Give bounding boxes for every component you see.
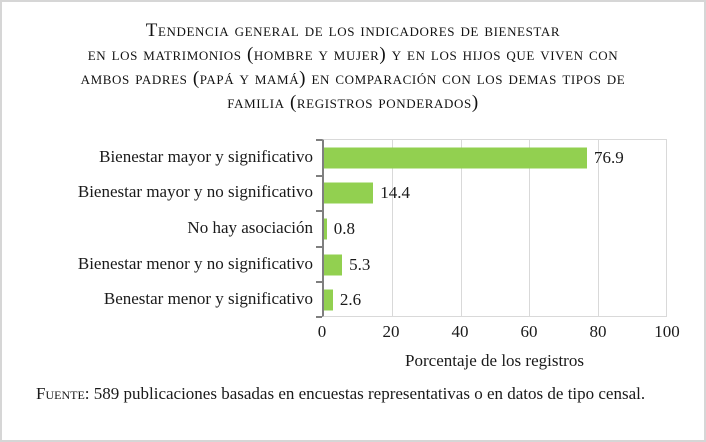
source-label: Fuente: — [36, 384, 90, 403]
chart-title — [2, 19, 704, 115]
bar — [324, 254, 342, 275]
x-axis-tick-label: 60 — [520, 322, 538, 341]
x-axis-title: Porcentaje de los registros — [405, 351, 584, 370]
bar-row — [324, 176, 666, 212]
axis-tick — [316, 281, 322, 283]
source-text: 589 publicaciones basadas en encuestas representativas o en datos de tipo censal. — [93, 384, 646, 403]
bar-row — [324, 140, 666, 176]
category-axis — [2, 139, 322, 317]
value-label: 14.4 — [380, 183, 410, 203]
x-axis-tick-label: 20 — [382, 322, 400, 341]
chart-title-line: ambos padres (papá y mamá) en comparación con los demas tipos de — [80, 68, 626, 89]
category-label: Benestar menor y significativo — [103, 289, 313, 309]
value-label: 76.9 — [593, 147, 624, 167]
x-axis — [317, 322, 680, 344]
category-label: No hay asociación — [187, 217, 313, 237]
bar-row — [324, 282, 666, 318]
chart-title-line: familia (registros ponderados) — [227, 92, 479, 113]
axis-tick — [316, 175, 322, 177]
bar-row — [324, 211, 666, 247]
chart-title-line: en los matrimonios (hombre y mujer) y en los hijos que viven con — [87, 44, 619, 65]
x-axis-tick-label: 0 — [317, 322, 327, 341]
bar — [324, 290, 333, 311]
category-label: Bienestar menor y no significativo — [77, 253, 313, 273]
category-label: Bienestar mayor y no significativo — [77, 182, 313, 202]
x-axis-tick-label: 100 — [654, 322, 680, 341]
value-label: 5.3 — [349, 254, 371, 274]
bar — [324, 183, 373, 204]
value-label: 0.8 — [333, 218, 355, 238]
x-axis-tick-label: 80 — [589, 322, 607, 341]
bar-chart — [2, 139, 704, 317]
x-axis-tick-label: 40 — [451, 322, 469, 341]
axis-tick — [316, 246, 322, 248]
bar — [324, 218, 327, 239]
source-note — [2, 384, 652, 404]
bar-row — [324, 247, 666, 283]
plot-area — [322, 139, 667, 317]
category-label: Bienestar mayor y significativo — [99, 146, 313, 166]
chart-title-line: Tendencia general de los indicadores de bienestar — [145, 20, 561, 41]
value-label: 2.6 — [339, 290, 362, 310]
axis-tick — [316, 139, 322, 141]
axis-tick — [316, 210, 322, 212]
bar — [324, 147, 587, 168]
axis-tick — [316, 316, 322, 318]
